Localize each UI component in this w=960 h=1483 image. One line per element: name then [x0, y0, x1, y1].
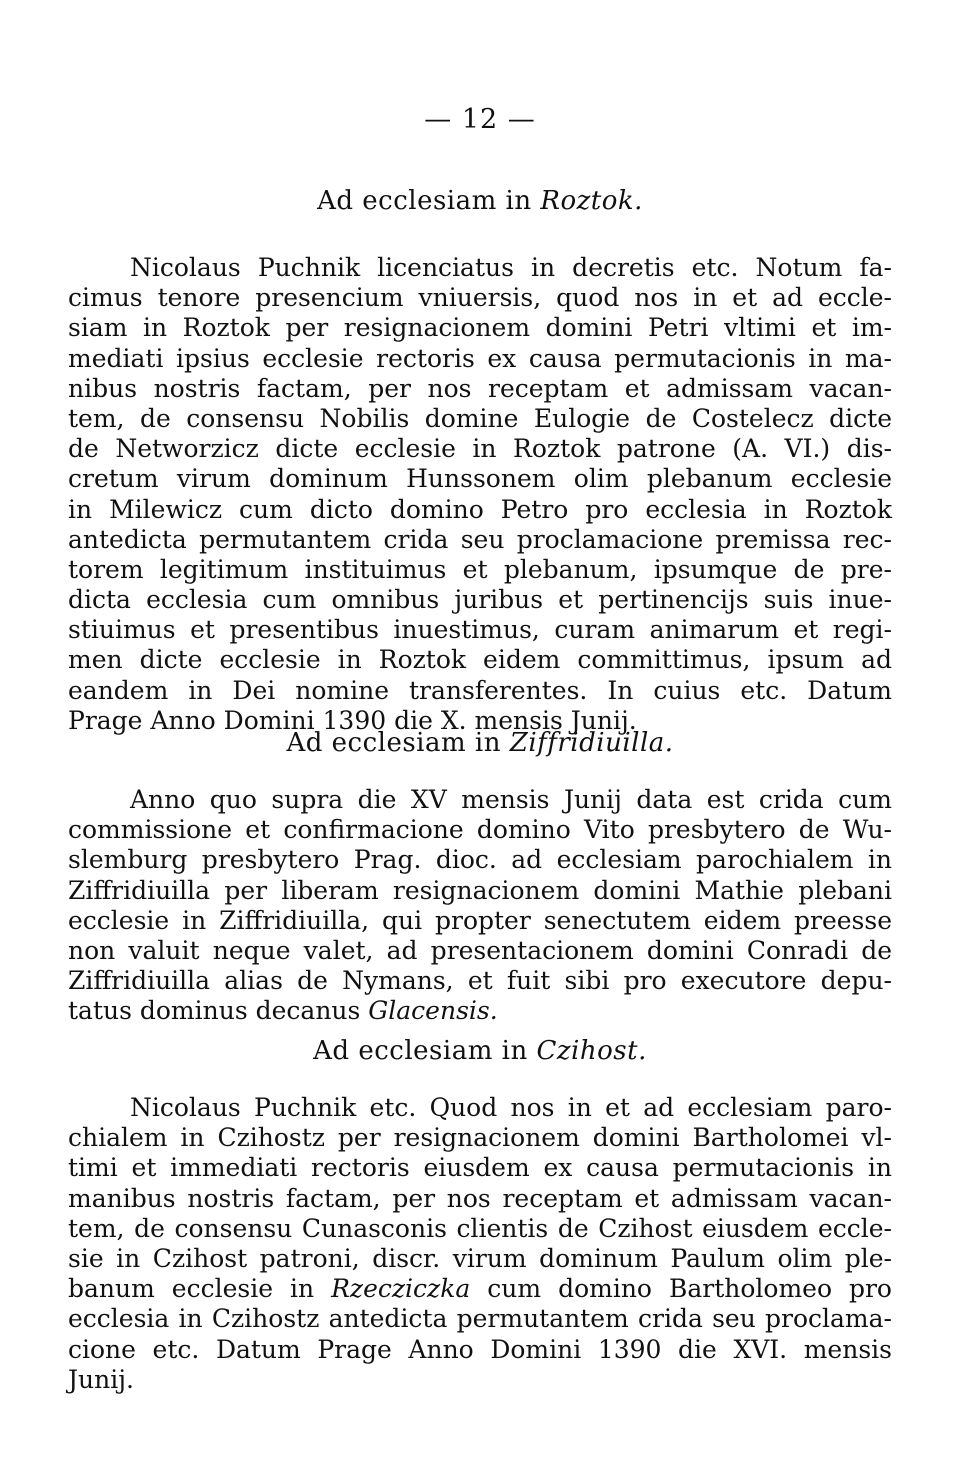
text-line: Ziffridiuilla alias de Nymans, et fuit sibi pro executore depu-	[68, 966, 892, 996]
text-line	[68, 996, 892, 1026]
paragraph-czihost	[68, 1093, 892, 1395]
section-title-plain: Ad ecclesiam in	[313, 1036, 537, 1066]
text-line: Nicolaus Puchnik etc. Quod nos in et ad ecclesiam paro-	[130, 1093, 892, 1122]
text-line: cretum virum dominum Hunssonem olim plebanum ecclesie	[68, 464, 892, 494]
text-line: cimus tenore presencium vniuersis, quod nos in et ad eccle-	[68, 283, 892, 313]
text-line: antedicta permutantem crida seu proclamacione premissa rec-	[68, 524, 892, 554]
text-line: ecclesie in Ziffridiuilla, qui propter senectutem eidem preesse	[68, 905, 892, 935]
text-line: stiuimus et presentibus inuestimus, curam animarum et regi-	[68, 615, 892, 645]
section-title-czihost	[68, 1036, 892, 1066]
text-line: chialem in Czihostz per resignacionem domini Bartholomei vl-	[68, 1123, 892, 1153]
text-line: men dicte ecclesie in Roztok eidem committimus, ipsum ad	[68, 645, 892, 675]
text-line: cione etc. Datum Prage Anno Domini 1390 die XVI. mensis	[68, 1334, 892, 1364]
text-line: tem, de consensu Nobilis domine Eulogie de Costelecz dicte	[68, 403, 892, 433]
text-fragment: banum ecclesie in	[68, 1274, 332, 1304]
text-line: torem legitimum instituimus et plebanum, ipsumque de pre-	[68, 554, 892, 584]
text-line: sie in Czihost patroni, discr. virum dominum Paulum olim ple-	[68, 1243, 892, 1273]
text-line: slemburg presbytero Prag. dioc. ad ecclesiam parochialem in	[68, 845, 892, 875]
section-title-plain: Ad ecclesiam in	[286, 728, 510, 758]
text-line: siam in Roztok per resignacionem domini Petri vltimi et im-	[68, 313, 892, 343]
text-italic: Glacensis.	[368, 996, 498, 1026]
text-line: non valuit neque valet, ad presentacionem domini Conradi de	[68, 935, 892, 965]
text-line	[68, 1274, 892, 1304]
text-line: Anno quo supra die XV mensis Junij data est crida cum	[130, 785, 892, 814]
page-number: — 12 —	[424, 104, 536, 135]
text-line: commissione et confirmacione domino Vito presbytero de Wu-	[68, 815, 892, 845]
section-title-roztok	[68, 186, 892, 216]
text-line: Ziffridiuilla per liberam resignacionem domini Mathie plebani	[68, 875, 892, 905]
text-line: Nicolaus Puchnik licenciatus in decretis etc. Notum fa-	[130, 253, 892, 282]
text-line: mediati ipsius ecclesie rectoris ex causa permutacionis in ma-	[68, 343, 892, 373]
text-line: in Milewicz cum dicto domino Petro pro ecclesia in Roztok	[68, 494, 892, 524]
section-title-place: Czihost.	[536, 1036, 647, 1066]
document-page	[68, 0, 892, 1483]
text-line: timi et immediati rectoris eiusdem ex causa permutacionis in	[68, 1153, 892, 1183]
text-line: eandem in Dei nomine transferentes. In cuius etc. Datum	[68, 675, 892, 705]
section-title-place: Roztok.	[540, 186, 643, 216]
text-line: de Networzicz dicte ecclesie in Roztok patrone (A. VI.) dis-	[68, 434, 892, 464]
text-line: manibus nostris factam, per nos receptam et admissam vacan-	[68, 1183, 892, 1213]
text-fragment: tatus dominus decanus	[68, 996, 369, 1026]
paragraph-roztok	[68, 253, 892, 736]
text-line: ecclesia in Czihostz antedicta permutantem crida seu proclama-	[68, 1304, 892, 1334]
text-line: tem, de consensu Cunasconis clientis de Czihost eiusdem eccle-	[68, 1213, 892, 1243]
text-italic: Rzecziczka	[331, 1274, 471, 1304]
text-line: Junij.	[68, 1364, 134, 1394]
paragraph-ziffridiuilla	[68, 785, 892, 1027]
text-line: dicta ecclesia cum omnibus juribus et pertinencijs suis inue-	[68, 585, 892, 615]
text-fragment: cum domino Bartholomeo pro	[470, 1274, 892, 1304]
text-line: Prage Anno Domini 1390 die X. mensis Junij.	[68, 705, 637, 735]
section-title-place: Ziffridiuilla.	[509, 728, 674, 758]
section-title-plain: Ad ecclesiam in	[317, 186, 541, 216]
text-line: nibus nostris factam, per nos receptam et admissam vacan-	[68, 373, 892, 403]
section-title-ziffridiuilla	[68, 728, 892, 758]
